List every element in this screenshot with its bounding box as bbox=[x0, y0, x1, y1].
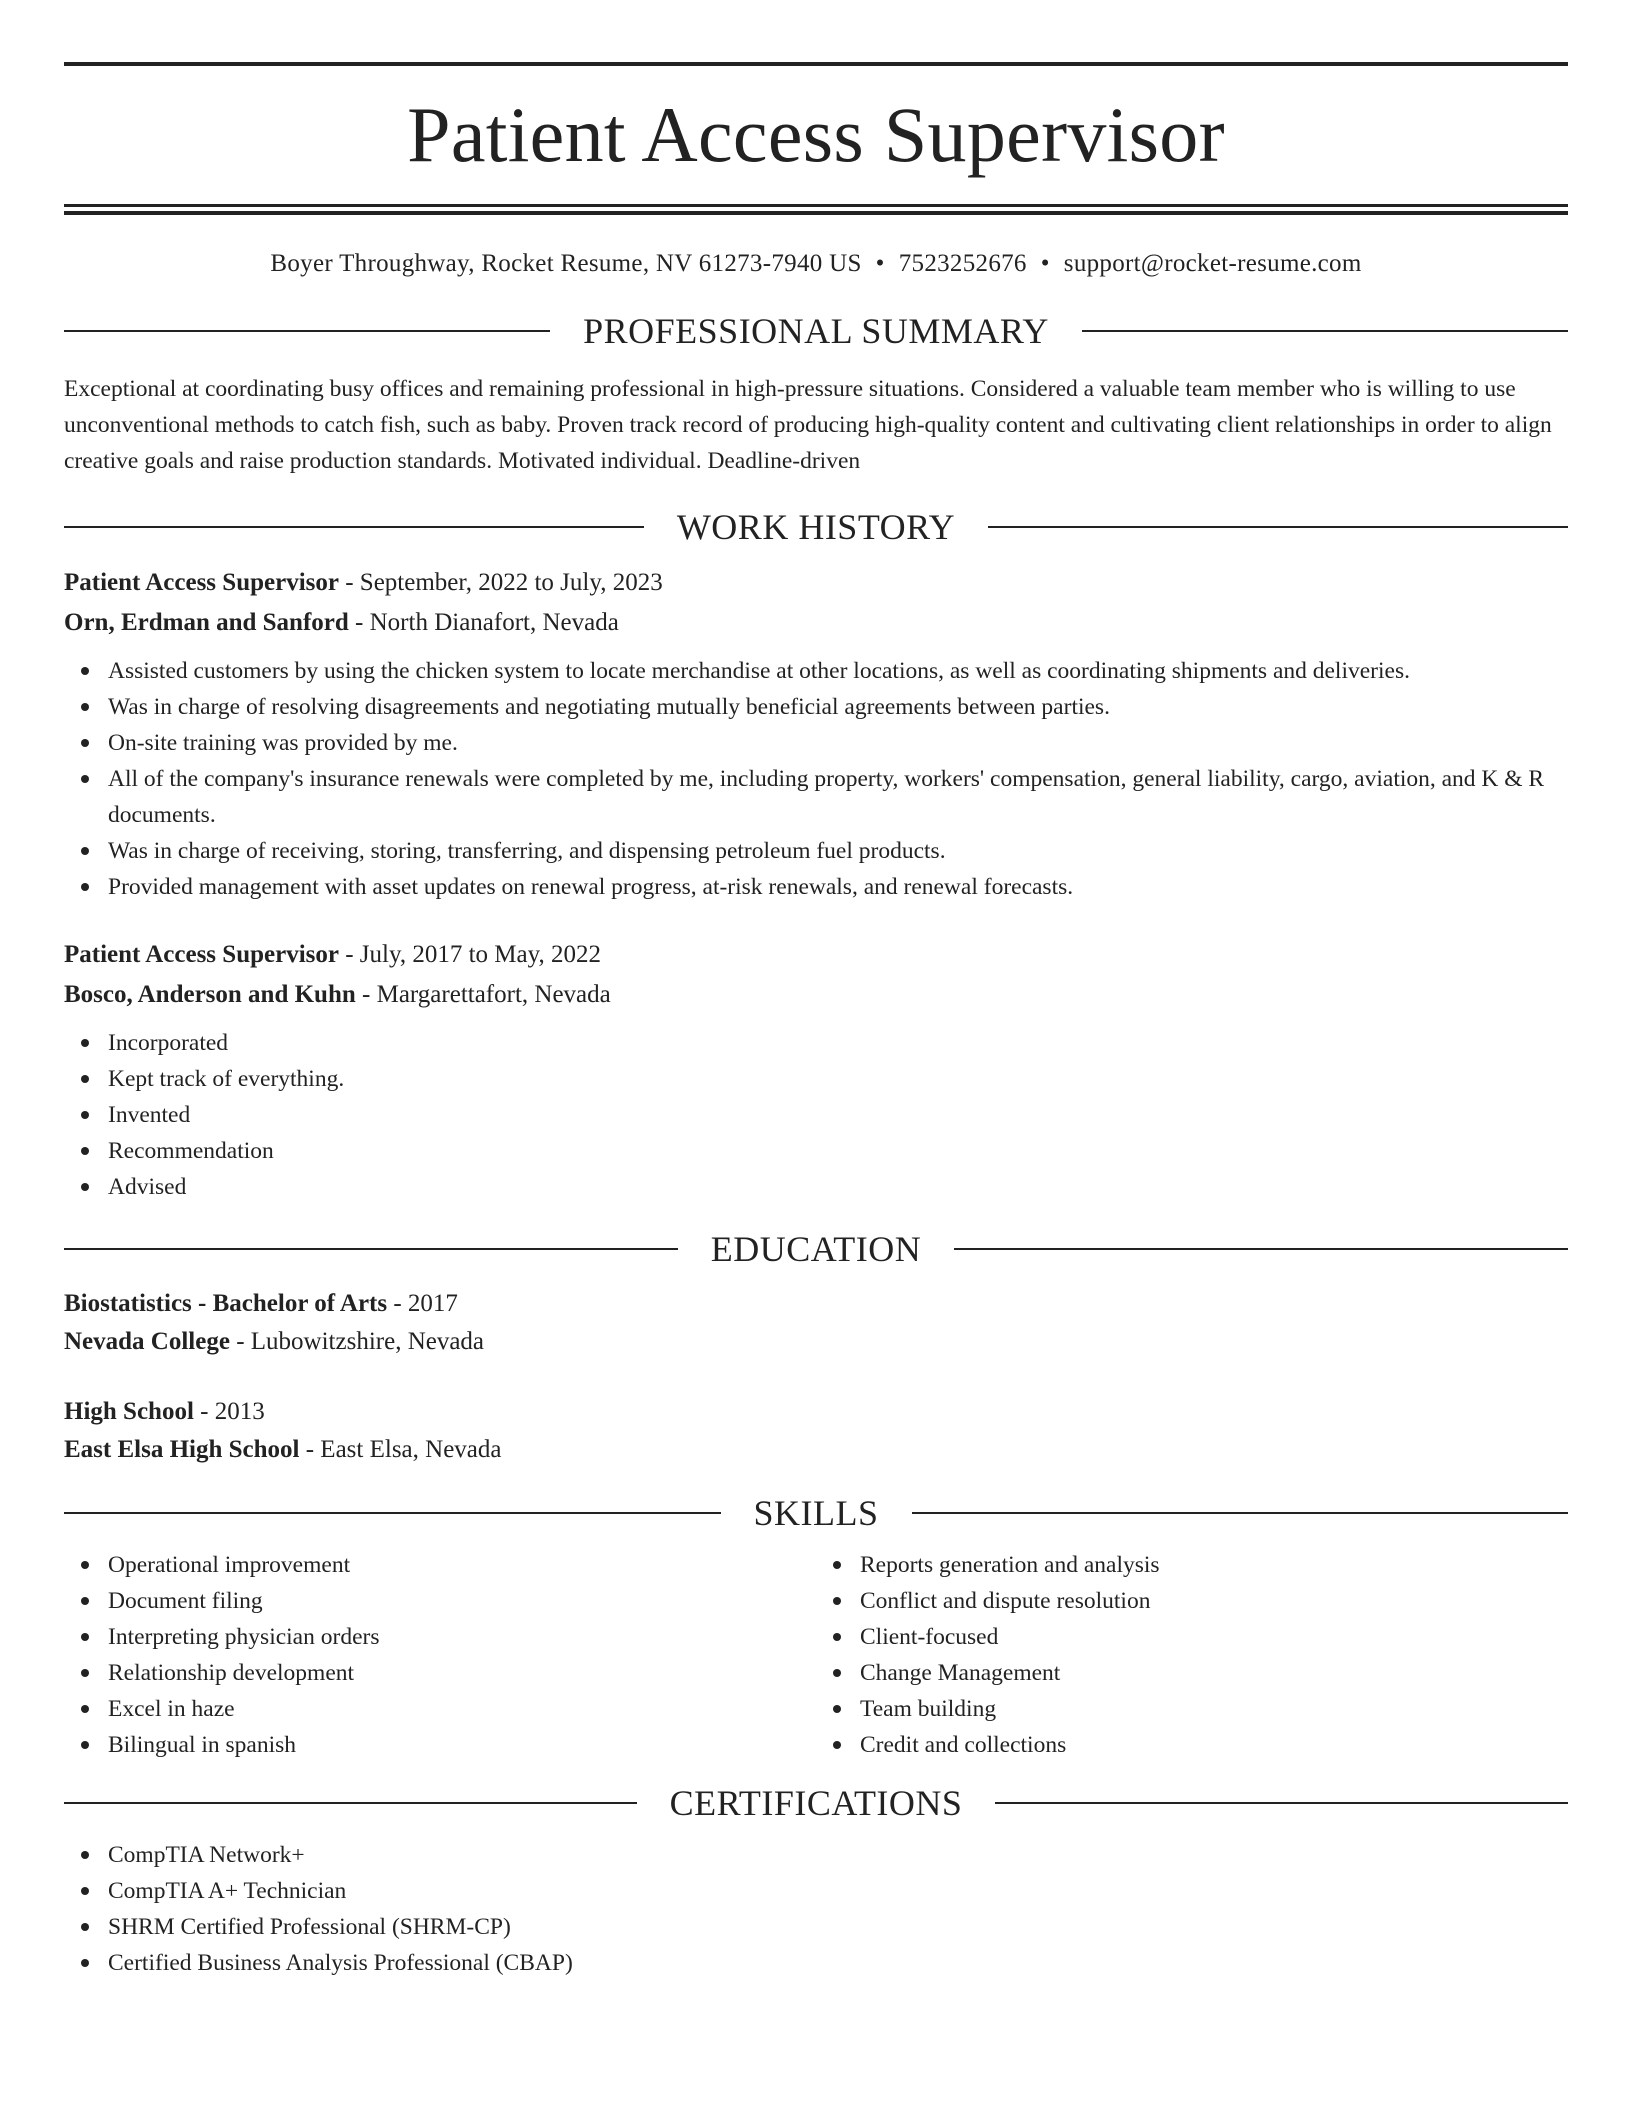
list-item: Client-focused bbox=[860, 1619, 1568, 1655]
education-school-line bbox=[64, 1323, 1568, 1361]
job-title: Patient Access Supervisor bbox=[64, 941, 339, 968]
list-item: CompTIA Network+ bbox=[108, 1837, 1568, 1873]
top-rule bbox=[64, 62, 1568, 66]
heading-rule bbox=[995, 1802, 1568, 1804]
list-item: Relationship development bbox=[108, 1655, 816, 1691]
section-heading-label: SKILLS bbox=[753, 1493, 879, 1533]
list-item: Operational improvement bbox=[108, 1547, 816, 1583]
list-item: Change Management bbox=[860, 1655, 1568, 1691]
list-item: Certified Business Analysis Professional (CBAP) bbox=[108, 1945, 1568, 1981]
contact-line bbox=[64, 249, 1568, 279]
contact-address: Boyer Throughway, Rocket Resume, NV 61273-7940 US bbox=[270, 250, 862, 277]
heading-rule bbox=[64, 1512, 721, 1514]
section-heading-label: CERTIFICATIONS bbox=[669, 1783, 963, 1823]
education-location: - East Elsa, Nevada bbox=[305, 1436, 502, 1463]
section-heading-education bbox=[64, 1231, 1568, 1267]
education-entry bbox=[64, 1393, 1568, 1469]
list-item: Document filing bbox=[108, 1583, 816, 1619]
list-item: Team building bbox=[860, 1691, 1568, 1727]
section-heading-certifications bbox=[64, 1785, 1568, 1821]
section-heading-work-history bbox=[64, 509, 1568, 545]
job-dates: - July, 2017 to May, 2022 bbox=[345, 941, 601, 968]
section-heading-summary bbox=[64, 313, 1568, 349]
contact-separator: • bbox=[875, 250, 885, 277]
education-year: - 2017 bbox=[393, 1290, 458, 1317]
job-entry bbox=[64, 563, 1568, 905]
list-item: Kept track of everything. bbox=[108, 1061, 1568, 1097]
heading-rule bbox=[64, 330, 550, 332]
job-title-line bbox=[64, 935, 1568, 975]
section-heading-label: EDUCATION bbox=[710, 1229, 922, 1269]
list-item: All of the company's insurance renewals were completed by me, including property, workers' compensation, general liability, cargo, aviation, and K & R documents. bbox=[108, 761, 1568, 833]
job-company: Orn, Erdman and Sanford bbox=[64, 609, 349, 636]
list-item: Was in charge of resolving disagreements and negotiating mutually beneficial agreements between parties. bbox=[108, 689, 1568, 725]
heading-rule bbox=[64, 1248, 678, 1250]
education-degree-line bbox=[64, 1285, 1568, 1323]
list-item: Bilingual in spanish bbox=[108, 1727, 816, 1763]
skills-grid bbox=[64, 1547, 1568, 1763]
job-location: - North Dianafort, Nevada bbox=[355, 609, 619, 636]
list-item: Provided management with asset updates on renewal progress, at-risk renewals, and renewal forecasts. bbox=[108, 869, 1568, 905]
list-item: SHRM Certified Professional (SHRM-CP) bbox=[108, 1909, 1568, 1945]
contact-separator: • bbox=[1040, 250, 1050, 277]
summary-text: Exceptional at coordinating busy offices and remaining professional in high-pressure situations. Considered a valuable team member who is willing to use unconventional methods to catch fish, such as baby. Proven track record of producing high-quality content and cultivating client relationships in order to align creative goals and raise production standards. Motivated individual. Deadline-driven bbox=[64, 376, 1552, 474]
education-school-line bbox=[64, 1431, 1568, 1469]
list-item: Recommendation bbox=[108, 1133, 1568, 1169]
education-degree: Biostatistics - Bachelor of Arts bbox=[64, 1290, 388, 1317]
skills-list-left bbox=[64, 1547, 816, 1763]
list-item: Was in charge of receiving, storing, transferring, and dispensing petroleum fuel products. bbox=[108, 833, 1568, 869]
section-heading-label: WORK HISTORY bbox=[676, 507, 956, 547]
list-item: Advised bbox=[108, 1169, 1568, 1205]
heading-rule bbox=[912, 1512, 1569, 1514]
heading-rule bbox=[64, 1802, 637, 1804]
list-item: On-site training was provided by me. bbox=[108, 725, 1568, 761]
list-item: Interpreting physician orders bbox=[108, 1619, 816, 1655]
heading-rule bbox=[988, 526, 1568, 528]
job-entry bbox=[64, 935, 1568, 1205]
list-item: Excel in haze bbox=[108, 1691, 816, 1727]
section-heading-label: PROFESSIONAL SUMMARY bbox=[583, 311, 1049, 351]
certifications-list bbox=[64, 1837, 1568, 1981]
section-heading-skills bbox=[64, 1495, 1568, 1531]
job-company: Bosco, Anderson and Kuhn bbox=[64, 981, 356, 1008]
education-degree-line bbox=[64, 1393, 1568, 1431]
contact-email[interactable]: support@rocket-resume.com bbox=[1063, 250, 1362, 277]
skills-list-right bbox=[816, 1547, 1568, 1763]
title-double-rule bbox=[64, 204, 1568, 215]
job-title: Patient Access Supervisor bbox=[64, 569, 339, 596]
contact-phone: 7523252676 bbox=[898, 250, 1027, 277]
job-location: - Margarettafort, Nevada bbox=[362, 981, 611, 1008]
job-company-line bbox=[64, 975, 1568, 1015]
list-item: Assisted customers by using the chicken system to locate merchandise at other locations, as well as coordinating shipments and deliveries. bbox=[108, 653, 1568, 689]
list-item: Invented bbox=[108, 1097, 1568, 1133]
heading-rule bbox=[64, 526, 644, 528]
list-item: CompTIA A+ Technician bbox=[108, 1873, 1568, 1909]
list-item: Conflict and dispute resolution bbox=[860, 1583, 1568, 1619]
education-school: East Elsa High School bbox=[64, 1436, 300, 1463]
job-duties-list bbox=[64, 1025, 1568, 1205]
list-item: Credit and collections bbox=[860, 1727, 1568, 1763]
job-duties-list bbox=[64, 653, 1568, 905]
heading-rule bbox=[954, 1248, 1568, 1250]
heading-rule bbox=[1082, 330, 1568, 332]
education-year: - 2013 bbox=[200, 1398, 265, 1425]
education-degree: High School bbox=[64, 1398, 194, 1425]
list-item: Reports generation and analysis bbox=[860, 1547, 1568, 1583]
job-company-line bbox=[64, 603, 1568, 643]
resume-title: Patient Access Supervisor bbox=[407, 91, 1225, 178]
education-entry bbox=[64, 1285, 1568, 1361]
education-location: - Lubowitzshire, Nevada bbox=[236, 1328, 485, 1355]
job-dates: - September, 2022 to July, 2023 bbox=[345, 569, 663, 596]
education-school: Nevada College bbox=[64, 1328, 230, 1355]
list-item: Incorporated bbox=[108, 1025, 1568, 1061]
job-title-line bbox=[64, 563, 1568, 603]
